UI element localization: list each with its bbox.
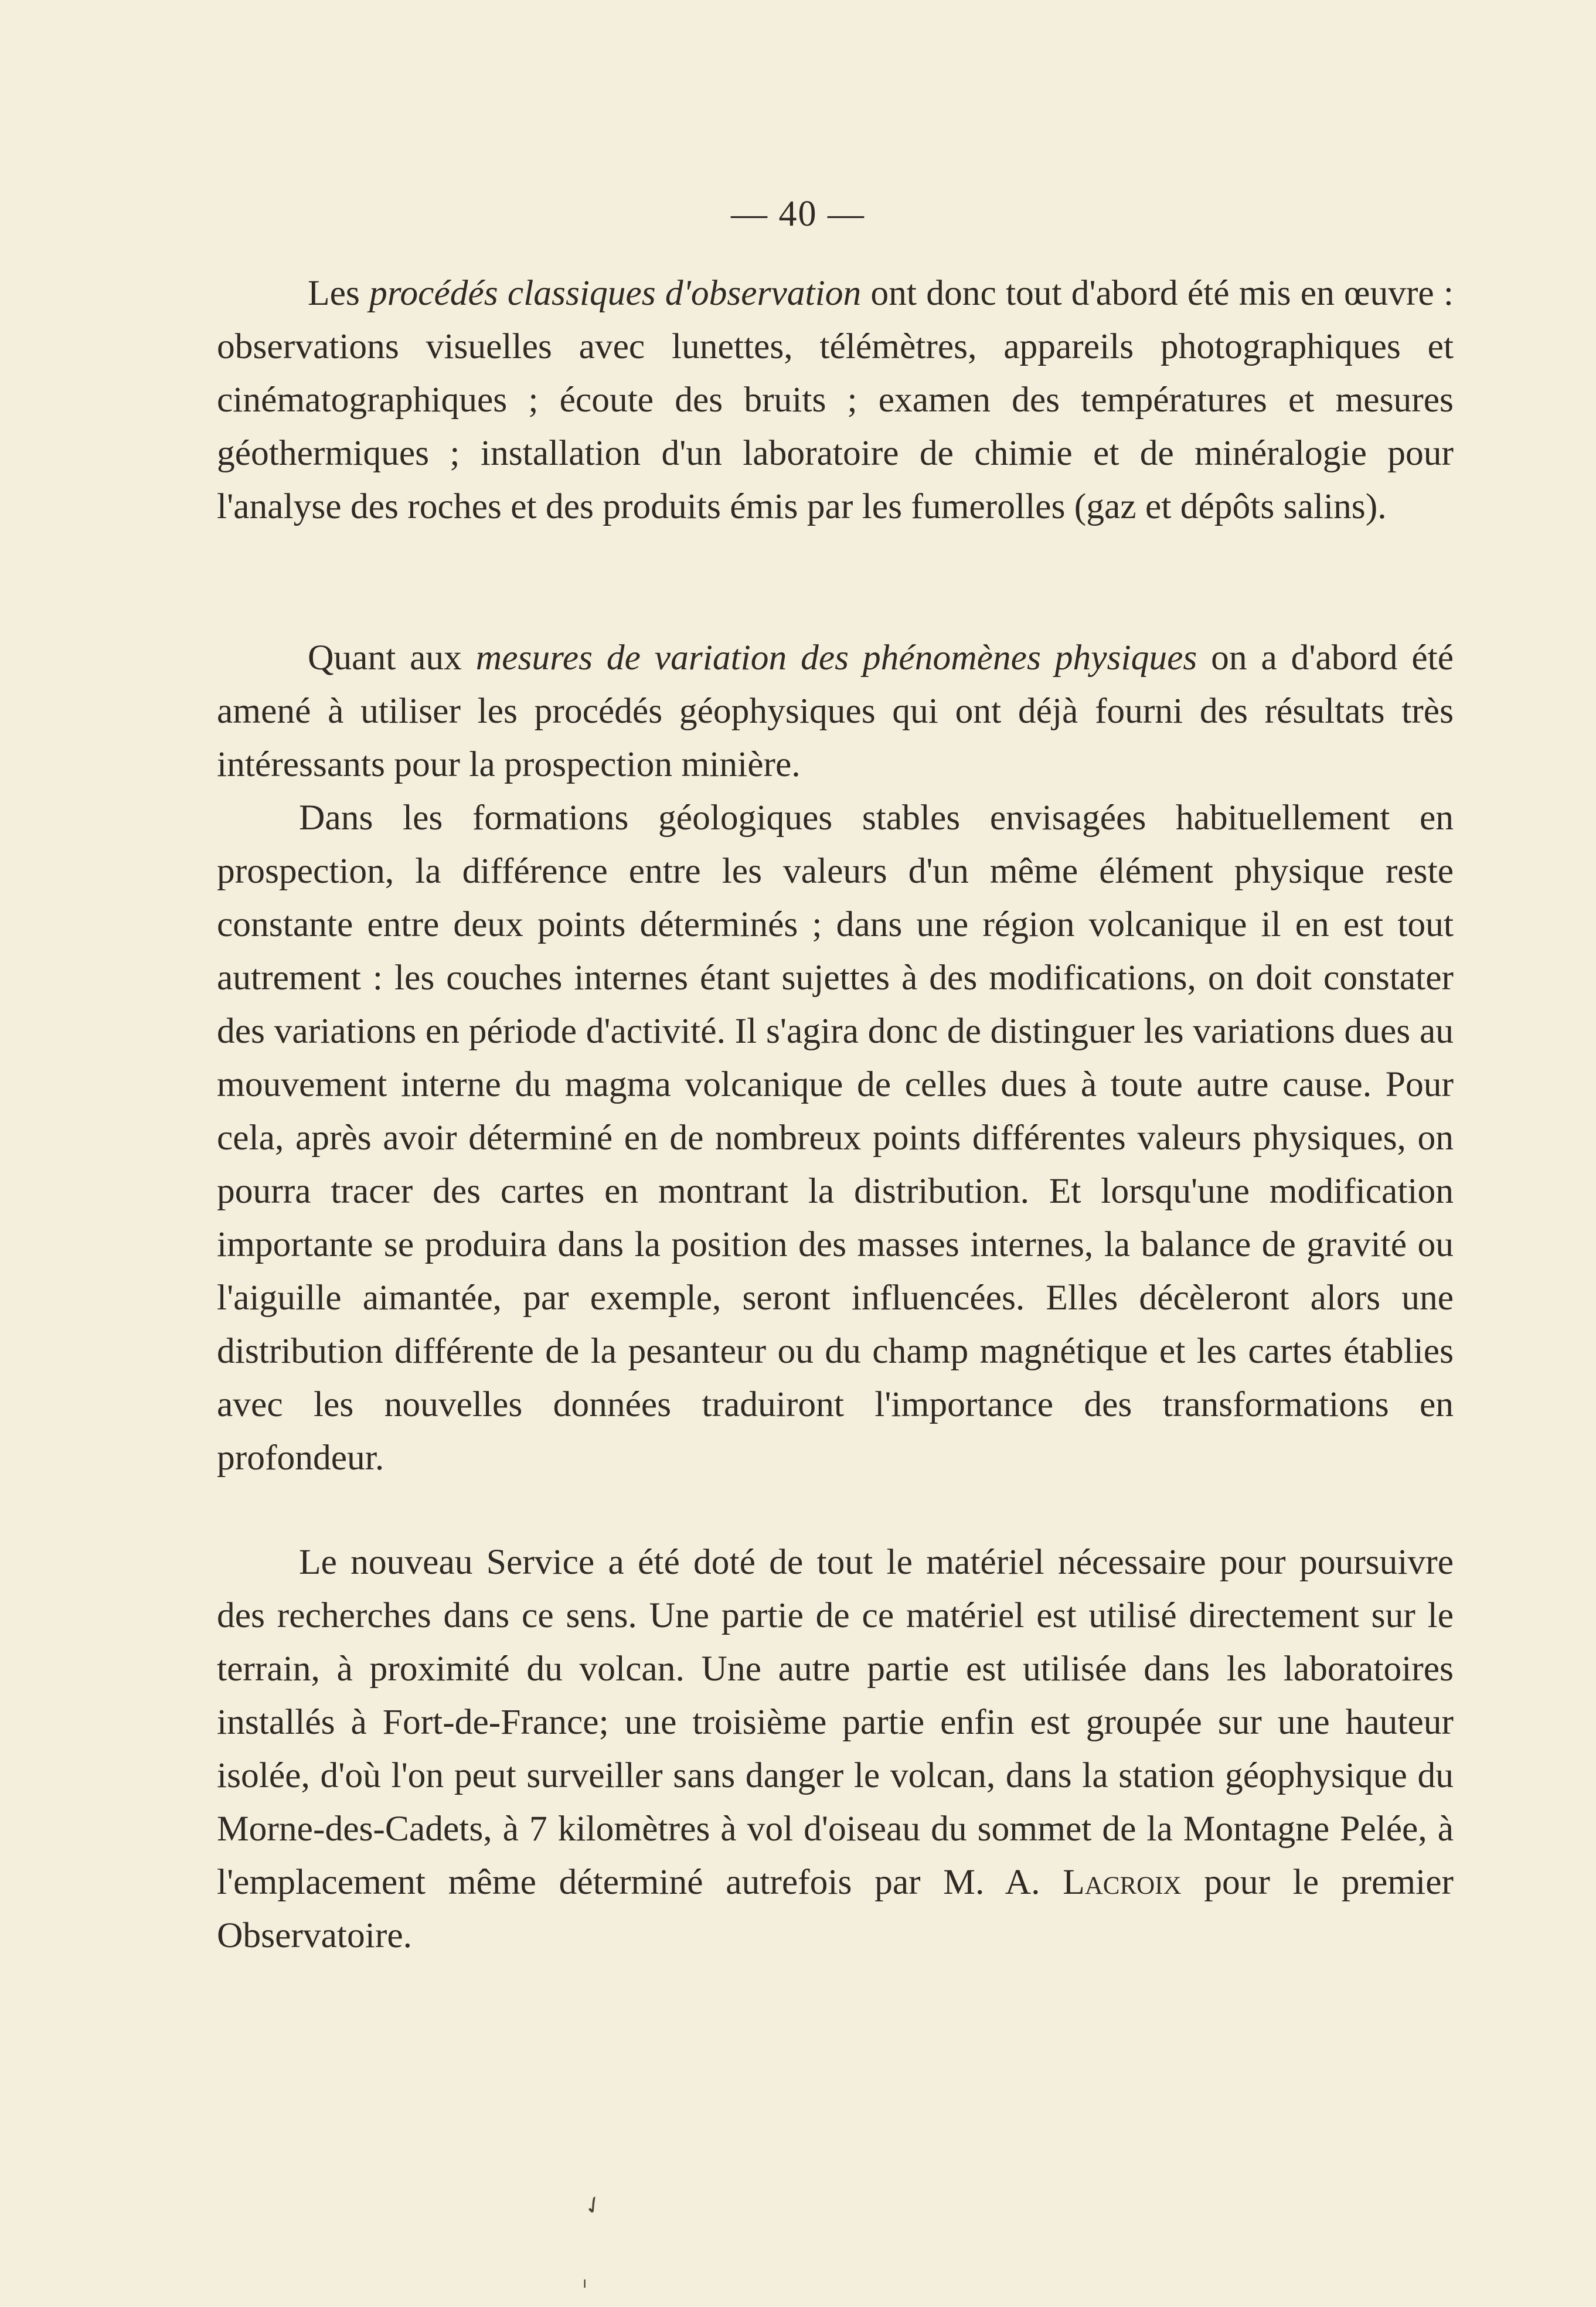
paragraph-4-part-3: pour le premier Observatoire.: [217, 1862, 1454, 1955]
paragraph-1-part-1: Les: [308, 273, 369, 313]
paragraph-4-part-1: Le nouveau Service a été doté de tout le matériel nécessaire pour poursuivre des recherches dans ce sens. Une partie de ce matériel est utilisé directement sur le terrain, à proximité du volcan. Une autre partie est utilisée dans les laboratoires installés à Fort-de-France; une troisième partie enfin est groupée sur une hauteur isolée, d'où l'on peut surveiller sans danger le volcan, dans la station géophysique du Morne-des-Cadets, à 7 kilomètres à vol d'oiseau du sommet de la Montagne Pelée, à l'emplacement même déterminé autrefois par M. A.: [217, 1542, 1454, 1902]
paragraph-1: [217, 267, 1454, 533]
page-number: — 40 —: [731, 194, 865, 234]
bottom-mark-small-icon: ı: [583, 2274, 587, 2292]
paragraph-4: [217, 1536, 1454, 1962]
paragraph-3: [217, 791, 1454, 1485]
author-name-smallcaps: Lacroix: [1063, 1862, 1182, 1902]
paragraph-2-italic-phrase: mesures de variation des phénomènes physiques: [475, 638, 1197, 678]
paragraph-2-part-1: Quant aux: [308, 638, 476, 678]
bottom-mark-icon: ✓: [578, 2189, 609, 2223]
paragraph-2: [217, 631, 1454, 791]
paragraph-3-text: Dans les formations géologiques stables envisagées habituellement en prospection, la différence entre les valeurs d'un même élément physique reste constante entre deux points déterminés ; dans une région volcanique il en est tout autrement : les couches internes étant sujettes à des modifications, on doit constater des variations en période d'activité. Il s'agira donc de distinguer les variations dues au mouvement interne du magma volcanique de celles dues à toute autre cause. Pour cela, après avoir déterminé en de nombreux points différentes valeurs physiques, on pourra tracer des cartes en montrant la distribution. Et lorsqu'une modification importante se produira dans la position des masses internes, la balance de gravité ou l'aiguille aimantée, par exemple, seront influencées. Elles décèleront alors une distribution différente de la pesanteur ou du champ magnétique et les cartes établies avec les nouvelles données traduiront l'importance des transformations en profondeur.: [217, 798, 1454, 1478]
paragraph-1-italic-phrase: procédés classiques d'observation: [369, 273, 862, 313]
paragraph-1-part-3: ont donc tout d'abord été mis en œuvre : observations visuelles avec lunettes, télémètres, appareils photographiques et cinématographiques ; écoute des bruits ; examen des températures et mesures géothermiques ; installation d'un laboratoire de chimie et de minéralogie pour l'analyse des roches et des produits émis par les fumerolles (gaz et dépôts salins).: [217, 273, 1454, 526]
paragraph-2-part-3: on a d'abord été amené à utiliser les procédés géophysiques qui ont déjà fourni des résultats très intéressants pour la prospection minière.: [217, 638, 1454, 784]
